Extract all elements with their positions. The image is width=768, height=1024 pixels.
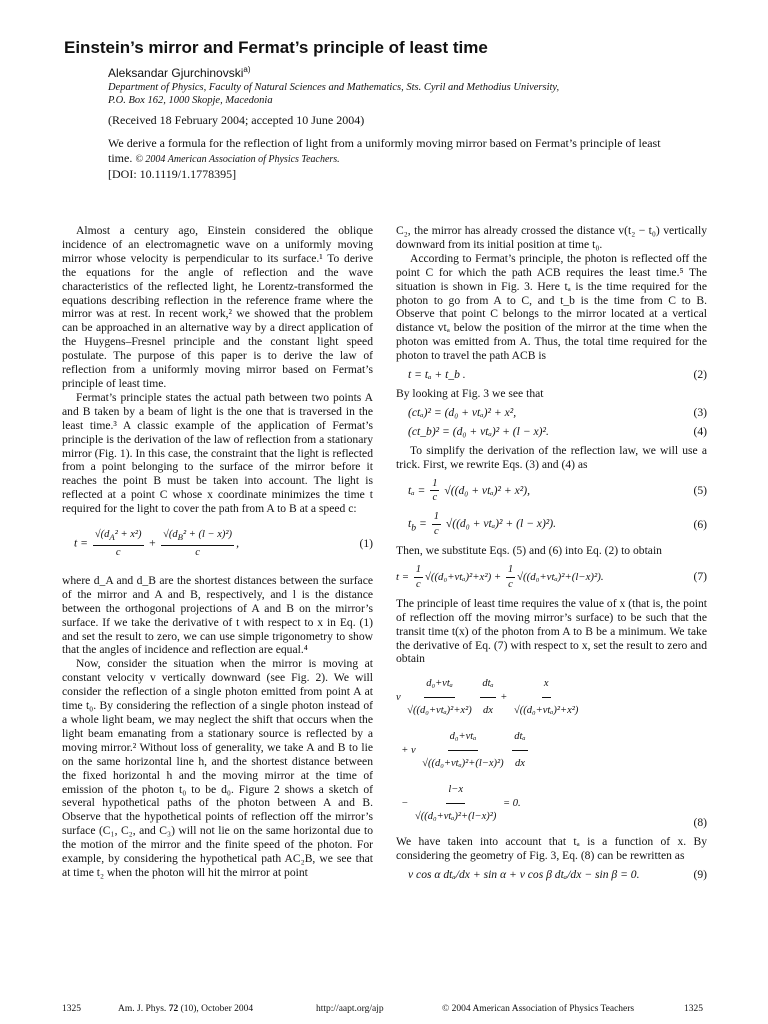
footer-page-left: 1325 — [62, 1004, 81, 1014]
right-column — [396, 224, 707, 887]
paragraph: We have taken into account that tₐ is a function of x. By considering the geometry of Fig. 3, Eq. (8) can be rewritten as — [396, 835, 707, 863]
equation-5: tₐ = $\frac{1}{c}$ √((d₀ + vtₐ)² + x²), (5) — [408, 477, 707, 504]
paragraph: C₂, the mirror has already crossed the distance v(t₂ − t₀) vertically downward from its initial position at time t₀. — [396, 224, 707, 251]
received-dates: (Received 18 February 2004; accepted 10 June 2004) — [108, 113, 365, 127]
left-column — [62, 224, 373, 880]
affiliation-line-1: Department of Physics, Faculty of Natural Sciences and Mathematics, Sts. Cyril and Methodius University, — [108, 82, 560, 93]
paragraph: Now, consider the situation when the mirror is moving at constant velocity v vertically downward (see Fig. 2). We will consider the reflection of a single photon emitted from point A at time t₀. By considering the reflection of a single photon instead of a whole light beam, we may neglect the shift that occurs when the light beam emanating from a stationary source is reflected by a moving mirror.² Without loss of generality, we take A and B to lie on the same horizontal line h, and the shortest distance between the fixed horizontal h and the moving mirror at the time of emission of the photon t₀ to be d₀. Figure 2 shows a sketch of several hypothetical paths of the photon between A and B. Observe that the hypothetical points of reflection off the mirror’s surface (C₁, C₂, and C₃) will not lie on the same horizontal due to the motion of the mirror and the finite speed of the photon. For example, by considering the hypothetical path AC₂B, we see that at time t₂ when the photon will hit the mirror at point — [62, 657, 373, 879]
equation-number: (1) — [359, 537, 373, 551]
equation-body: t = $\frac{√(d_A^2 + x^2)}{c}$ + $\frac{√(d_B^2 + (l - x)^2)}{c}$ , — [74, 529, 239, 559]
equation-4: (ct_b)² = (d₀ + vtₐ)² + (l − x)². (4) — [408, 424, 707, 438]
equation-9: v cos α dtₐ/dx + sin α + v cos β dtₐ/dx − sin β = 0. (9) — [408, 868, 707, 882]
equation-6: $t_b$ = $\frac{1}{c}$ √((d₀ + vtₐ)² + (l − x)²). (6) — [408, 511, 707, 538]
footer-copyright: © 2004 American Association of Physics Teachers — [442, 1004, 635, 1014]
author — [108, 65, 251, 80]
affiliation — [108, 81, 668, 107]
equation-8: v $\frac{\text{d₀+vtₐ}}{\text{√((d₀+vtₐ)²+x²)}}$ $\frac{\text{dtₐ}}{dx}$ + $\frac{x}{\text{√((d₀+vtₐ)²+x²)}}$ + v $\frac{\text{d₀+vtₐ}}{\text{√((d₀+vtₐ)²+(l−x)²)}}$ $\frac{\text{dtₐ}}{dx}$ − $\frac{l-x}{\text{√((d₀+vtₐ)²+(l−x)²)}}$ = 0. (8) — [396, 671, 707, 830]
paragraph: Almost a century ago, Einstein considered the oblique incidence of an electromagnetic wave on a uniformly moving mirror whose velocity is perpendicular to its surface.¹ To derive the equations for the angle of reflection and the wave characteristics of the reflected light, he Lorentz-transformed the equations describing reflection in the reference frame where the mirror was at rest. In recent work,² we showed that the problem can be approached in an alternative way by a direct application of the Huygens–Fresnel principle and the constant light speed postulate. The purpose of this paper is to derive the law of reflection from a uniformly moving mirror based on Fermat’s principle of least time. — [62, 224, 373, 390]
paragraph: According to Fermat’s principle, the photon is reflected off the point C for which the path ACB requires the least time.⁵ The situation is shown in Fig. 3. Here tₐ is the time required for the photon to go from A to C, and t_b is the time from C to B. Observe that point C belongs to the mirror located at a vertical distance vtₐ below the position of the mirror at the time when the photon was emitted from A. Thus, the total time required for the photon to travel the path ACB is — [396, 251, 707, 363]
affiliation-line-2: P.O. Box 162, 1000 Skopje, Macedonia — [108, 95, 273, 106]
paragraph: Then, we substitute Eqs. (5) and (6) into Eq. (2) to obtain — [396, 544, 662, 558]
doi: [DOI: 10.1119/1.1778395] — [108, 167, 237, 181]
footer-url[interactable]: http://aapt.org/ajp — [316, 1004, 384, 1014]
paragraph: By looking at Fig. 3 we see that — [396, 386, 544, 400]
equation-3: (ctₐ)² = (d₀ + vtₐ)² + x², (3) — [408, 405, 707, 419]
equation-1 — [62, 528, 373, 560]
footer-page-right: 1325 — [684, 1004, 703, 1014]
author-footnote-mark: a) — [243, 65, 251, 74]
equation-2: t = tₐ + t_b . (2) — [408, 368, 707, 382]
footer-journal: Am. J. Phys. 72 (10), October 2004 — [118, 1004, 254, 1014]
paragraph: The principle of least time requires the value of x (that is, the point of reflection off the moving mirror’s surface) to be such that the transit time t(x) of the photon from A to B be a minimum. We take the derivative of Eq. (7) with respect to x, set the result to zero and obtain — [396, 596, 707, 666]
paragraph: Fermat’s principle states the actual path between two points A and B taken by a beam of light is the one that is traversed in the least time.³ A classic example of the application of Fermat’s principle is the derivation of the law of reflection from a stationary mirror (Fig. 1). In this case, the constraint that the light is reflected from a point belonging to the surface of the mirror before it reaches the point B must be taken into account. The light is reflected at a point C whose x coordinate minimizes the time t required for the light to cover the path from A to B at a speed c: — [62, 390, 373, 516]
abstract-copyright: © 2004 American Association of Physics Teachers. — [135, 153, 340, 165]
paragraph: where d_A and d_B are the shortest distances between the surface of the mirror and A and B, respectively, and l is the distance between the orthogonal projections of A and B on the mirror’s surface. If we take the derivative of t with respect to x in Eq. (1) and set the result to zero, we can use simple trigonometry to show that the angles of incidence and reflection are equal.⁴ — [62, 573, 373, 657]
paragraph: To simplify the derivation of the reflection law, we will use a trick. First, we rewrite Eqs. (3) and (4) as — [396, 443, 707, 471]
abstract — [108, 136, 668, 182]
author-name: Aleksandar Gjurchinovski — [108, 66, 244, 80]
article-title: Einstein’s mirror and Fermat’s principle of least time — [64, 38, 488, 57]
abstract-text: We derive a formula for the reflection of light from a uniformly moving mirror based on Fermat’s principle of least time. — [108, 136, 661, 165]
equation-7: t = $\frac{1}{c}$ √((d₀+vtₐ)²+x²) + $\frac{1}{c}$ √((d₀+vtₐ)²+(l−x)²). (7) — [396, 564, 707, 590]
